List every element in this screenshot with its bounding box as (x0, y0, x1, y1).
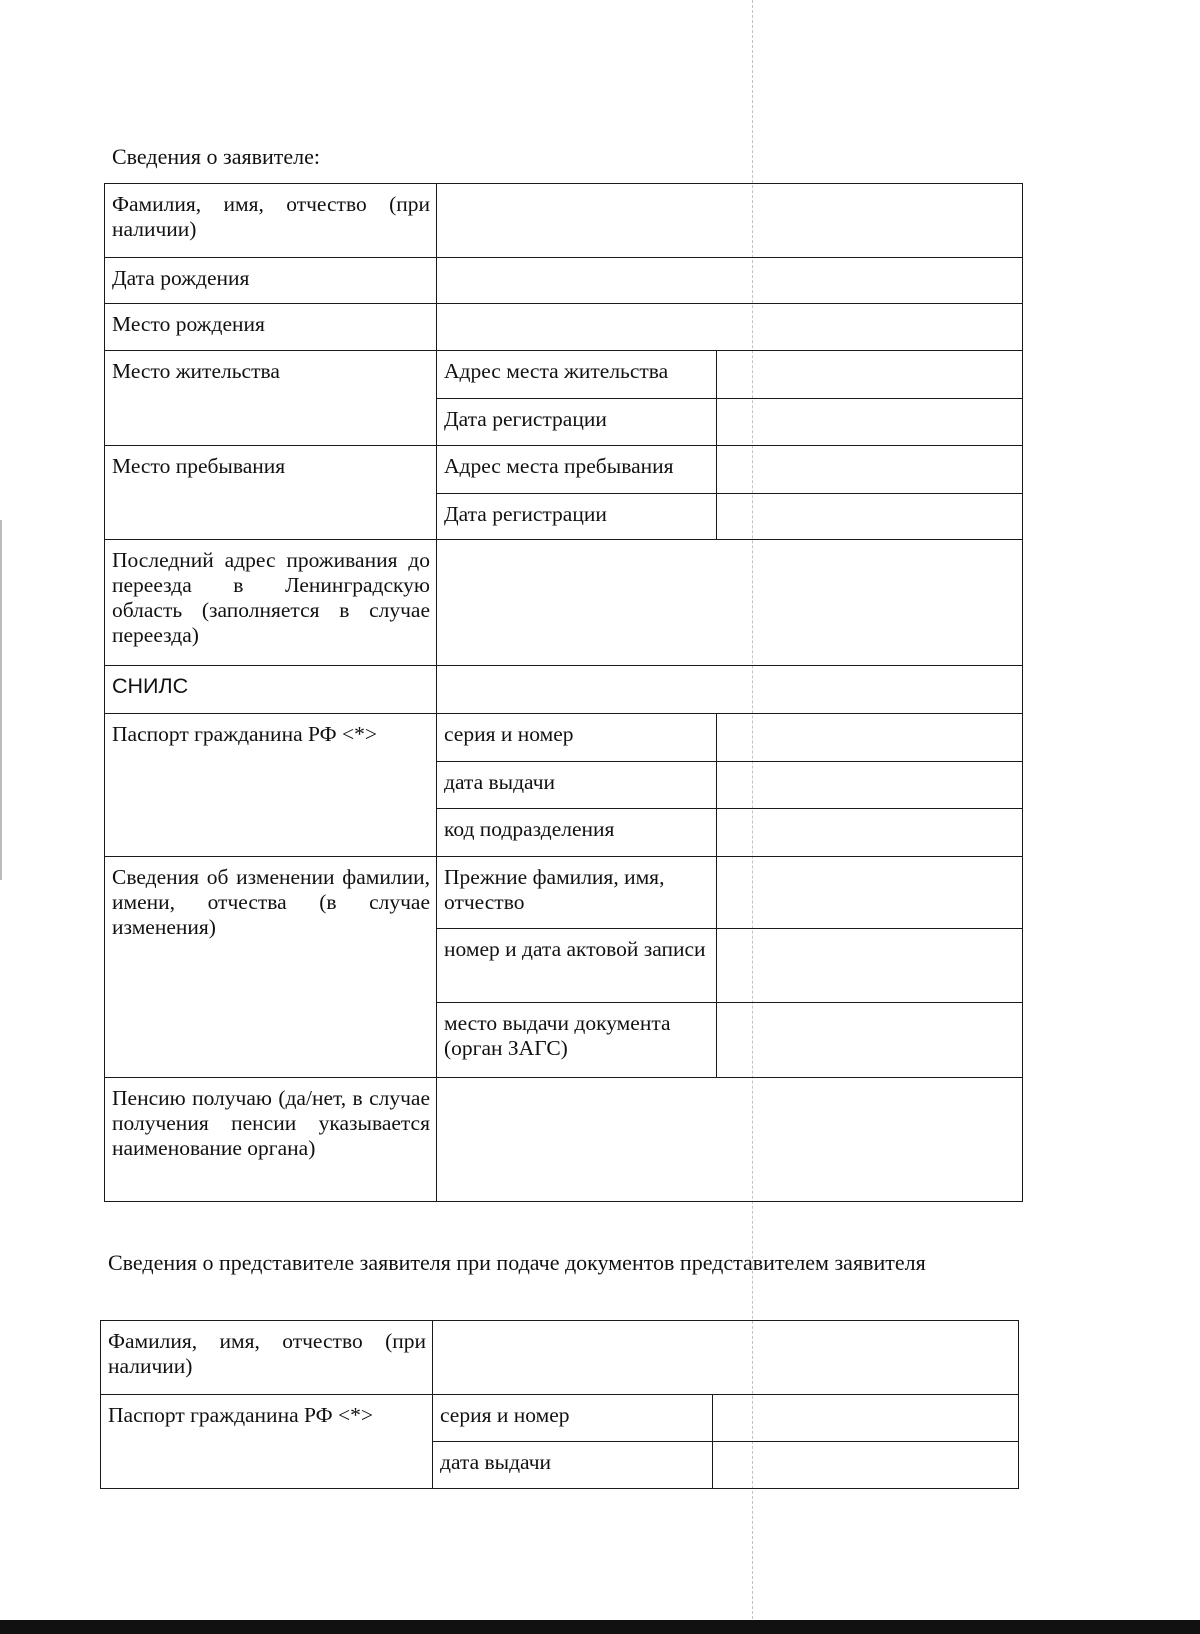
issuer-field[interactable] (717, 1003, 1023, 1078)
snils-label: СНИЛС (105, 666, 437, 714)
residence-address-field[interactable] (717, 351, 1023, 399)
name-change-label: Сведения об изменении фамилии, имени, отчества (в случае изменения) (105, 857, 437, 1078)
representative-section-heading: Сведения о представителе заявителя при подаче документов представителем заявителя (108, 1250, 926, 1275)
representative-full-name-row (101, 1321, 1019, 1395)
passport-division-code-label: код подразделения (437, 809, 717, 857)
residence-reg-date-label: Дата регистрации (437, 399, 717, 446)
representative-info-table (100, 1320, 1019, 1489)
last-address-row (105, 540, 1023, 666)
stay-reg-date-field[interactable] (717, 494, 1023, 540)
stay-address-field[interactable] (717, 446, 1023, 494)
issuer-label: место выдачи документа (орган ЗАГС) (437, 1003, 717, 1078)
birth-date-row (105, 258, 1023, 304)
snils-field[interactable] (437, 666, 1023, 714)
passport-label: Паспорт гражданина РФ <*> (105, 714, 437, 857)
residence-label: Место жительства (105, 351, 437, 446)
applicant-full-name-row (105, 184, 1023, 258)
scan-edge-mark (0, 520, 2, 880)
birth-place-label: Место рождения (105, 304, 437, 351)
last-address-field[interactable] (437, 540, 1023, 666)
representative-passport-issue-date-label: дата выдачи (433, 1442, 713, 1489)
residence-address-row (105, 351, 1023, 399)
passport-series-field[interactable] (717, 714, 1023, 762)
full-name-field[interactable] (437, 184, 1023, 258)
record-number-field[interactable] (717, 929, 1023, 1003)
representative-full-name-label: Фамилия, имя, отчество (при наличии) (101, 1321, 433, 1395)
scan-bottom-border (0, 1620, 1200, 1634)
passport-series-label: серия и номер (437, 714, 717, 762)
birth-place-field[interactable] (437, 304, 1023, 351)
applicant-info-table (104, 183, 1023, 1202)
representative-passport-series-field[interactable] (713, 1395, 1019, 1442)
stay-reg-date-label: Дата регистрации (437, 494, 717, 540)
representative-passport-series-row (101, 1395, 1019, 1442)
pension-row (105, 1078, 1023, 1202)
representative-passport-issue-date-field[interactable] (713, 1442, 1019, 1489)
residence-address-label: Адрес места жительства (437, 351, 717, 399)
residence-reg-date-field[interactable] (717, 399, 1023, 446)
passport-series-row (105, 714, 1023, 762)
representative-passport-label: Паспорт гражданина РФ <*> (101, 1395, 433, 1489)
stay-address-label: Адрес места пребывания (437, 446, 717, 494)
record-number-label: номер и дата актовой записи (437, 929, 717, 1003)
applicant-section-heading: Сведения о заявителе: (112, 144, 321, 169)
previous-name-label: Прежние фамилия, имя, отчество (437, 857, 717, 929)
birth-date-field[interactable] (437, 258, 1023, 304)
previous-name-field[interactable] (717, 857, 1023, 929)
passport-division-code-field[interactable] (717, 809, 1023, 857)
pension-label: Пенсию получаю (да/нет, в случае получения пенсии указывается наименование органа) (105, 1078, 437, 1202)
birth-date-label: Дата рождения (105, 258, 437, 304)
passport-issue-date-field[interactable] (717, 762, 1023, 809)
previous-name-row (105, 857, 1023, 929)
passport-issue-date-label: дата выдачи (437, 762, 717, 809)
stay-address-row (105, 446, 1023, 494)
representative-full-name-field[interactable] (433, 1321, 1019, 1395)
full-name-label: Фамилия, имя, отчество (при наличии) (105, 184, 437, 258)
snils-row (105, 666, 1023, 714)
representative-passport-series-label: серия и номер (433, 1395, 713, 1442)
pension-field[interactable] (437, 1078, 1023, 1202)
stay-label: Место пребывания (105, 446, 437, 540)
birth-place-row (105, 304, 1023, 351)
last-address-label: Последний адрес проживания до переезда в Ленинградскую область (заполняется в случае переезда) (105, 540, 437, 666)
